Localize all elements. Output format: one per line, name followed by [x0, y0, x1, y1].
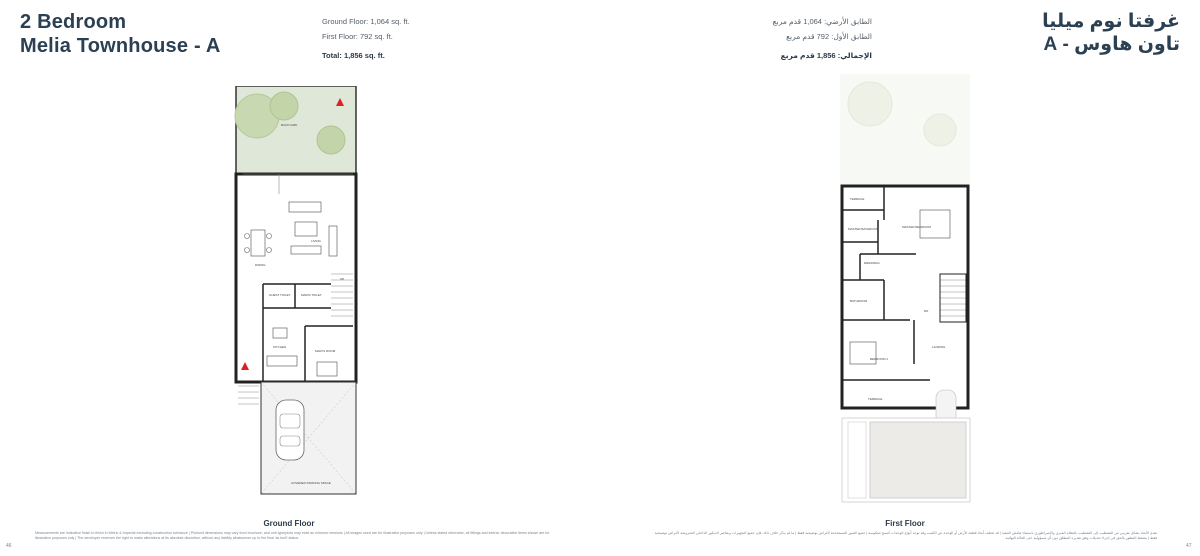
room-label-maids-room: MAID'S ROOM [315, 349, 336, 353]
room-label-bedroom-1: BEDROOM 1 [870, 357, 889, 361]
room-label-dressing: DRESSING [864, 261, 880, 265]
unit-title [20, 10, 220, 58]
area-summary [322, 14, 410, 63]
room-label-terrace-top: TERRACE [850, 197, 865, 201]
room-label-terrace-bottom: TERRACE [868, 397, 883, 401]
room-label-guest-toilet: GUEST TOILET [269, 293, 291, 297]
title-line-2-arabic: تاون هاوس - A [1043, 34, 1180, 55]
ground-floor-area: Ground Floor: 1,064 sq. ft. [322, 17, 410, 26]
title-line-1-arabic: غرفتا نوم ميليا [1042, 11, 1180, 32]
room-label-living: LIVING [311, 239, 321, 243]
title-line-2: Melia Townhouse - A [20, 35, 221, 57]
stair-label-up: UP [340, 277, 345, 281]
room-label-master-bathroom: MASTER BATHROOM [848, 227, 879, 231]
first-floor-area-arabic: الطابق الأول: 792 قدم مربع [786, 32, 872, 41]
room-label-bathroom: BATHROOM [850, 299, 868, 303]
page-number-left: 46 [6, 543, 12, 549]
first-floor-label: First Floor [885, 519, 925, 528]
room-label-kitchen: KITCHEN [273, 345, 287, 349]
room-label-landing: LANDING [932, 345, 946, 349]
room-label-master-bedroom: MASTER BEDROOM [902, 225, 931, 229]
title-line-1: 2 Bedroom [20, 11, 127, 33]
ground-floor-label: Ground Floor [263, 519, 315, 528]
total-area-arabic: الإجمالي: 1,856 قدم مربع [780, 51, 872, 60]
ground-floor-area-arabic: الطابق الأرضي: 1,064 قدم مربع [772, 17, 872, 26]
room-label-maids-toilet: MAIDS TOILET [301, 293, 322, 297]
area-summary-arabic [773, 14, 872, 63]
first-floor-area: First Floor: 792 sq. ft. [322, 32, 393, 41]
ground-floor-plan [233, 86, 359, 496]
right-page [600, 0, 1200, 556]
first-floor-plan [840, 74, 972, 504]
disclaimer-ar: تقدم الأبعاد بشكل تقريبي من التشطيب إلى التشطيب بالنظام المتري والإمبراطوري باستثناء هامش التنفيذ | قد تختلف أبعاد قطعة الأرض أو الوحدة عن الكتيب وقد توجد أنواع الوحدات كنسخ معكوسة | جميع الصور المستخدمة لأغراض توضيحية فقط | ما لم يذكر خلاف ذلك، فإن جميع التجهيزات وعناصر الديكور الداخلي المعروضة لأغراض توضيحية فقط | يحتفظ المطور بالحق في إجراء تعديلات وفق تقديره المطلق دون أي مسؤولية حتى الحالة النهائية. [654, 531, 1157, 540]
room-label-parking: COVERED PARKING SPACE [291, 481, 331, 485]
disclaimer-en: Measurements are indicative finish to finish in Metric & Imperial excluding construction tolerance | Plot/unit dimensions may vary from brochure, and unit type/plots may exist as mirrored versions | All images used are for illustrative purposes only | Unless stated otherwise, all fittings and interior decorative items shown are for illustrative purposes only | The developer reserves the right to make alterations at its absolute discretion, without any liability whatsoever up to the final 'as built' status. [35, 531, 550, 540]
stair-label-dn: DN [924, 309, 929, 313]
unit-title-arabic [1042, 10, 1180, 56]
room-label-dining: DINING [255, 263, 266, 267]
room-label-backyard: BACKYARD [281, 123, 298, 127]
page-number-right: 47 [1186, 543, 1192, 549]
total-area: Total: 1,856 sq. ft. [322, 51, 385, 60]
